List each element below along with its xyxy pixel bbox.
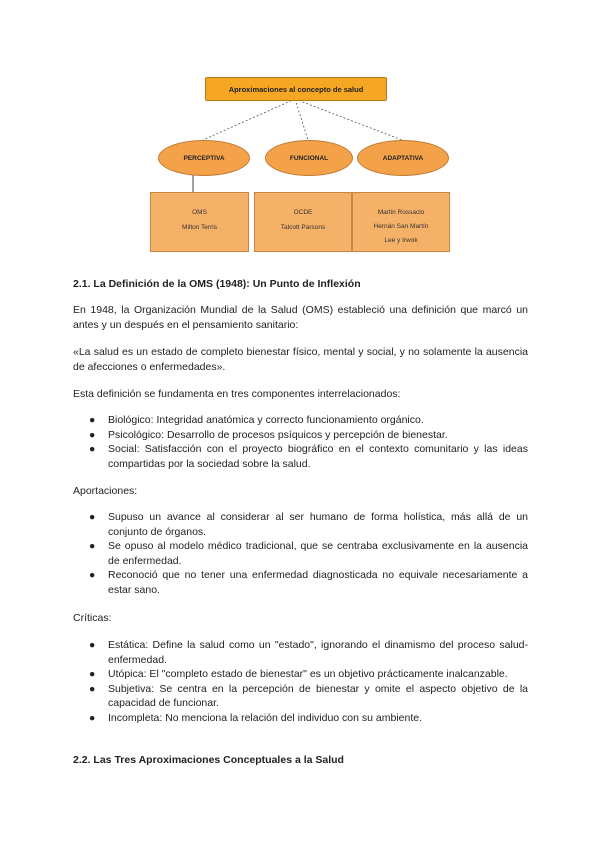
bullet-icon: ● [89,639,96,651]
list-item: ● Subjetiva: Se centra en la percepción de bienestar y omite el aspecto objetivo de la capacidad de funcionar. [89,682,528,709]
list-item: ● Biológico: Integridad anatómica y correcto funcionamiento orgánico. [89,414,424,426]
diagram-title-box: Aproximaciones al concepto de salud [205,77,387,101]
list-item: ● Utópica: El "completo estado de bienestar" es un objetivo prácticamente inalcanzable. [89,668,508,680]
intro-paragraph: En 1948, la Organización Mundial de la Salud (OMS) estableció una definición que marcó un antes y un después en el pensamiento sanitario: [73,304,528,331]
perceptiva-authors-box [150,192,249,252]
aportaciones-label: Aportaciones: [73,485,138,497]
author-line: OMS [192,209,207,216]
approach-perceptiva: PERCEPTIVA [158,140,250,176]
list-item: ● Psicológico: Desarrollo de procesos psíquicos y percepción de bienestar. [89,428,448,441]
author-line: Milton Terris [182,224,217,231]
bullet-icon: ● [89,668,96,680]
adaptativa-authors-box [352,192,450,252]
aportaciones-list [73,510,528,597]
bullet-icon: ● [89,414,96,426]
who-definition-quote: «La salud es un estado de completo bienestar físico, mental y social, y no solamente la ausencia de afecciones o enfermedades». [73,346,528,373]
author-line: Talcott Parsons [280,224,326,231]
components-intro: Esta definición se fundamenta en tres componentes interrelacionados: [73,388,401,400]
bullet-icon: ● [89,540,96,552]
list-item: ● Supuso un avance al considerar al ser humano de forma holística, más allá de un conjunto de órganos. [89,511,528,538]
bullet-icon: ● [89,682,96,695]
author-line: OCDE [293,209,313,216]
list-item: ● Incompleta: No menciona la relación del individuo con su ambiente. [89,711,423,724]
approach-adaptativa: ADAPTATIVA [357,140,449,176]
list-item: ● Estática: Define la salud como un "estado", ignorando el dinamismo del proceso salud-enfermedad. [89,639,528,666]
section-heading-2-2: 2.2. Las Tres Aproximaciones Conceptuales a la Salud [73,754,344,766]
author-line: Martin Rossaclo [377,209,425,216]
bullet-icon: ● [89,569,96,581]
list-item: ● Social: Satisfacción con el proyecto biográfico en el contexto comunitario y las ideas compartidas por la sociedad sobre la salud. [89,443,528,470]
author-line: Hernán San Martín [373,223,429,230]
bullet-icon: ● [89,428,96,441]
bullet-icon: ● [89,711,96,724]
list-item: ● Se opuso al modelo médico tradicional, que se centraba exclusivamente en la ausencia de enfermedad. [89,540,528,567]
funcional-authors-box [254,192,352,252]
bullet-icon: ● [89,511,96,523]
author-line: Lee y Irwok [384,237,418,244]
components-list [73,413,528,471]
section-heading-2-1: 2.1. La Definición de la OMS (1948): Un Punto de Inflexión [73,278,361,290]
criticas-label: Críticas: [73,612,112,624]
criticas-list [73,638,528,725]
bullet-icon: ● [89,443,96,455]
concept-diagram [0,0,600,260]
approach-funcional: FUNCIONAL [265,140,353,176]
list-item: ● Reconoció que no tener una enfermedad diagnosticada no equivale necesariamente a estar sano. [89,569,528,596]
